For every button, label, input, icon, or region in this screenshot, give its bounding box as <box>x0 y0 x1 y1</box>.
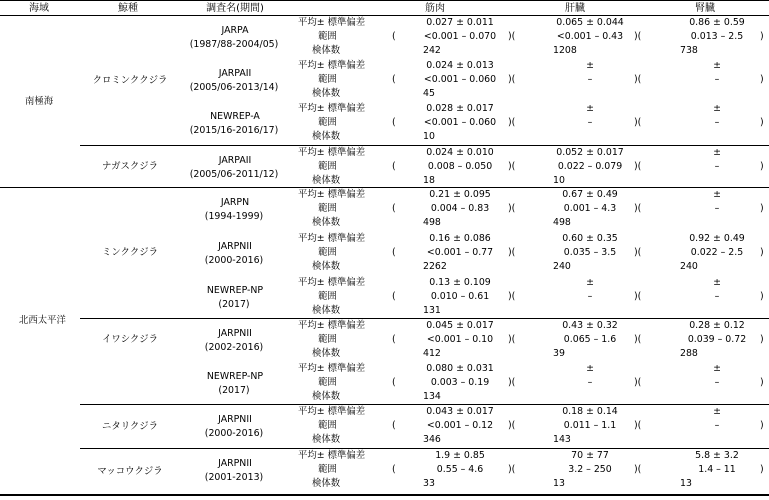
liver-range: <0.001 – 0.43 <box>556 31 624 42</box>
kidney-range: – <box>714 117 720 128</box>
muscle-range: <0.001 – 0.060 <box>423 74 497 85</box>
survey-period: (2001-2013) <box>204 472 264 483</box>
liver-n: 1208 <box>553 45 577 56</box>
kidney-range: 0.022 – 2.5 <box>690 247 744 258</box>
bracket-mid: )( <box>508 291 516 302</box>
bracket-mid: )( <box>634 291 642 302</box>
row-divider <box>80 448 769 449</box>
region-antarctic: 南極海 <box>25 96 54 107</box>
liver-mean-sd: ± <box>586 277 594 288</box>
header-kidney: 腎臓 <box>695 3 715 14</box>
label-mean-sd: 平均± 標準偏差 <box>298 363 366 374</box>
species-name: ナガスクジラ <box>101 161 159 172</box>
muscle-n: 412 <box>423 348 441 359</box>
survey-period: (2017) <box>218 385 250 396</box>
kidney-mean-sd: ± <box>713 103 721 114</box>
kidney-range: 0.039 – 0.72 <box>687 334 747 345</box>
species-name: イワシクジラ <box>101 334 159 345</box>
label-mean-sd: 平均± 標準偏差 <box>298 17 366 28</box>
bracket-mid: )( <box>634 161 642 172</box>
label-n: 検体数 <box>312 478 341 489</box>
survey-period: (2005/06-2011/12) <box>189 169 279 180</box>
label-n: 検体数 <box>312 261 341 272</box>
species-name: マッコウクジラ <box>97 466 163 477</box>
muscle-n: 10 <box>423 131 435 142</box>
bracket-close: ) <box>760 117 764 128</box>
bracket-mid: )( <box>634 31 642 42</box>
label-range: 範囲 <box>318 161 337 172</box>
label-range: 範囲 <box>318 117 337 128</box>
kidney-mean-sd: 0.28 ± 0.12 <box>689 320 745 331</box>
survey-name: JARPAII <box>218 68 252 79</box>
survey-name: JARPNII <box>218 241 252 252</box>
muscle-n: 45 <box>423 88 435 99</box>
bracket-mid: )( <box>508 203 516 214</box>
bracket-open: ( <box>392 203 396 214</box>
label-n: 検体数 <box>312 434 341 445</box>
kidney-n: 13 <box>680 478 692 489</box>
survey-period: (1994-1999) <box>204 211 264 222</box>
muscle-n: 498 <box>423 217 441 228</box>
liver-mean-sd: ± <box>586 60 594 71</box>
liver-mean-sd: 0.065 ± 0.044 <box>556 17 624 28</box>
label-range: 範囲 <box>318 74 337 85</box>
bracket-mid: )( <box>634 420 642 431</box>
bracket-close: ) <box>760 31 764 42</box>
liver-range: 0.035 – 3.5 <box>563 247 617 258</box>
header-divider <box>0 15 769 16</box>
kidney-n: 288 <box>680 348 698 359</box>
row-divider <box>80 404 769 405</box>
liver-mean-sd: ± <box>586 363 594 374</box>
liver-range: 0.065 – 1.6 <box>563 334 617 345</box>
bracket-open: ( <box>392 31 396 42</box>
kidney-mean-sd: ± <box>713 363 721 374</box>
liver-n: 143 <box>553 434 571 445</box>
bracket-close: ) <box>760 464 764 475</box>
muscle-mean-sd: 0.024 ± 0.010 <box>426 147 494 158</box>
muscle-range: <0.001 – 0.060 <box>423 117 497 128</box>
bracket-open: ( <box>392 117 396 128</box>
header-muscle: 筋肉 <box>425 3 445 14</box>
survey-period: (2002-2016) <box>204 342 264 353</box>
bracket-close: ) <box>760 334 764 345</box>
liver-range: – <box>587 74 593 85</box>
kidney-range: – <box>714 74 720 85</box>
bracket-close: ) <box>760 74 764 85</box>
kidney-range: 0.013 – 2.5 <box>690 31 744 42</box>
survey-name: NEWREP-NP <box>206 371 264 382</box>
region-northwest-pacific: 北西太平洋 <box>19 315 66 326</box>
label-range: 範囲 <box>318 377 337 388</box>
label-range: 範囲 <box>318 31 337 42</box>
label-n: 検体数 <box>312 217 341 228</box>
kidney-range: – <box>714 161 720 172</box>
muscle-mean-sd: 0.080 ± 0.031 <box>426 363 494 374</box>
bracket-close: ) <box>760 291 764 302</box>
muscle-mean-sd: 1.9 ± 0.85 <box>435 450 485 461</box>
header-survey: 調査名(期間) <box>206 3 264 14</box>
kidney-mean-sd: ± <box>713 277 721 288</box>
liver-mean-sd: ± <box>586 103 594 114</box>
label-mean-sd: 平均± 標準偏差 <box>298 189 366 200</box>
label-range: 範囲 <box>318 203 337 214</box>
species-name: ニタリクジラ <box>101 421 159 432</box>
label-mean-sd: 平均± 標準偏差 <box>298 233 366 244</box>
bracket-mid: )( <box>634 203 642 214</box>
bracket-mid: )( <box>634 464 642 475</box>
muscle-n: 131 <box>423 305 441 316</box>
bracket-mid: )( <box>634 334 642 345</box>
liver-n: 498 <box>553 217 571 228</box>
liver-range: – <box>587 291 593 302</box>
liver-n: 39 <box>553 348 565 359</box>
bracket-close: ) <box>760 420 764 431</box>
top-border <box>0 0 769 1</box>
kidney-range: 1.4 – 11 <box>698 464 736 475</box>
muscle-range: <0.001 – 0.070 <box>423 31 497 42</box>
bottom-border <box>0 494 769 496</box>
bracket-close: ) <box>760 377 764 388</box>
label-range: 範囲 <box>318 464 337 475</box>
bracket-mid: )( <box>508 161 516 172</box>
bracket-mid: )( <box>508 247 516 258</box>
bracket-mid: )( <box>508 377 516 388</box>
bracket-open: ( <box>392 247 396 258</box>
kidney-mean-sd: 5.8 ± 3.2 <box>695 450 739 461</box>
kidney-n: 738 <box>680 45 698 56</box>
label-n: 検体数 <box>312 348 341 359</box>
muscle-range: 0.008 – 0.050 <box>427 161 493 172</box>
kidney-range: – <box>714 377 720 388</box>
liver-range: 0.001 – 4.3 <box>563 203 617 214</box>
bracket-open: ( <box>392 161 396 172</box>
muscle-mean-sd: 0.024 ± 0.013 <box>426 60 494 71</box>
survey-period: (1987/88-2004/05) <box>189 39 279 50</box>
muscle-mean-sd: 0.028 ± 0.017 <box>426 103 494 114</box>
kidney-mean-sd: 0.92 ± 0.49 <box>689 233 745 244</box>
bracket-close: ) <box>760 203 764 214</box>
survey-name: NEWREP-A <box>210 111 260 122</box>
species-name: クロミンククジラ <box>92 75 168 86</box>
liver-range: – <box>587 117 593 128</box>
label-n: 検体数 <box>312 391 341 402</box>
survey-name: JARPNII <box>218 414 252 425</box>
bracket-close: ) <box>760 247 764 258</box>
bracket-open: ( <box>392 377 396 388</box>
liver-n: 240 <box>553 261 571 272</box>
survey-period: (2017) <box>218 299 250 310</box>
muscle-mean-sd: 0.027 ± 0.011 <box>426 17 494 28</box>
muscle-range: 0.004 – 0.83 <box>430 203 490 214</box>
survey-name: JARPAII <box>218 155 252 166</box>
muscle-n: 346 <box>423 434 441 445</box>
bracket-mid: )( <box>508 464 516 475</box>
kidney-mean-sd: ± <box>713 406 721 417</box>
label-mean-sd: 平均± 標準偏差 <box>298 60 366 71</box>
liver-mean-sd: 70 ± 77 <box>571 450 609 461</box>
bracket-mid: )( <box>508 420 516 431</box>
survey-period: (2015/16-2016/17) <box>189 125 279 136</box>
bracket-mid: )( <box>508 31 516 42</box>
muscle-range: 0.55 – 4.6 <box>436 464 484 475</box>
label-n: 検体数 <box>312 305 341 316</box>
liver-range: – <box>587 377 593 388</box>
kidney-range: – <box>714 420 720 431</box>
muscle-n: 242 <box>423 45 441 56</box>
label-n: 検体数 <box>312 88 341 99</box>
survey-name: JARPN <box>220 197 250 208</box>
row-divider <box>80 318 769 319</box>
survey-name: NEWREP-NP <box>206 285 264 296</box>
kidney-mean-sd: ± <box>713 147 721 158</box>
header-sea: 海域 <box>29 3 49 14</box>
bracket-mid: )( <box>634 247 642 258</box>
muscle-range: 0.003 – 0.19 <box>430 377 490 388</box>
kidney-mean-sd: ± <box>713 60 721 71</box>
kidney-n: 240 <box>680 261 698 272</box>
liver-mean-sd: 0.60 ± 0.35 <box>562 233 618 244</box>
label-range: 範囲 <box>318 334 337 345</box>
liver-range: 0.022 – 0.079 <box>557 161 623 172</box>
bracket-mid: )( <box>508 117 516 128</box>
muscle-range: 0.010 – 0.61 <box>430 291 490 302</box>
muscle-mean-sd: 0.043 ± 0.017 <box>426 406 494 417</box>
kidney-mean-sd: 0.86 ± 0.59 <box>689 17 745 28</box>
survey-period: (2000-2016) <box>204 255 264 266</box>
label-range: 範囲 <box>318 420 337 431</box>
survey-name: JARPNII <box>218 458 252 469</box>
bracket-mid: )( <box>634 74 642 85</box>
label-mean-sd: 平均± 標準偏差 <box>298 320 366 331</box>
label-range: 範囲 <box>318 247 337 258</box>
liver-mean-sd: 0.43 ± 0.32 <box>562 320 618 331</box>
kidney-mean-sd: ± <box>713 189 721 200</box>
label-n: 検体数 <box>312 131 341 142</box>
bracket-mid: )( <box>634 117 642 128</box>
label-mean-sd: 平均± 標準偏差 <box>298 406 366 417</box>
bracket-open: ( <box>392 464 396 475</box>
label-mean-sd: 平均± 標準偏差 <box>298 450 366 461</box>
liver-range: 3.2 – 250 <box>568 464 612 475</box>
species-name: ミンククジラ <box>101 247 159 258</box>
label-mean-sd: 平均± 標準偏差 <box>298 147 366 158</box>
header-species: 鯨種 <box>118 3 138 14</box>
muscle-mean-sd: 0.16 ± 0.086 <box>429 233 491 244</box>
muscle-range: <0.001 – 0.12 <box>426 420 494 431</box>
muscle-mean-sd: 0.21 ± 0.095 <box>429 189 491 200</box>
muscle-mean-sd: 0.13 ± 0.109 <box>429 277 491 288</box>
bracket-close: ) <box>760 161 764 172</box>
header-liver: 肝臓 <box>565 3 585 14</box>
label-n: 検体数 <box>312 45 341 56</box>
label-mean-sd: 平均± 標準偏差 <box>298 277 366 288</box>
bracket-open: ( <box>392 74 396 85</box>
liver-mean-sd: 0.052 ± 0.017 <box>556 147 624 158</box>
liver-mean-sd: 0.18 ± 0.14 <box>562 406 618 417</box>
survey-period: (2005/06-2013/14) <box>189 82 279 93</box>
survey-period: (2000-2016) <box>204 428 264 439</box>
muscle-n: 134 <box>423 391 441 402</box>
liver-n: 10 <box>553 175 565 186</box>
liver-mean-sd: 0.67 ± 0.49 <box>562 189 618 200</box>
survey-name: JARPNII <box>218 328 252 339</box>
muscle-n: 18 <box>423 175 435 186</box>
kidney-range: – <box>714 203 720 214</box>
bracket-open: ( <box>392 420 396 431</box>
muscle-range: <0.001 – 0.77 <box>426 247 494 258</box>
survey-name: JARPA <box>221 25 249 36</box>
bracket-mid: )( <box>508 74 516 85</box>
label-n: 検体数 <box>312 175 341 186</box>
muscle-mean-sd: 0.045 ± 0.017 <box>426 320 494 331</box>
label-mean-sd: 平均± 標準偏差 <box>298 103 366 114</box>
label-range: 範囲 <box>318 291 337 302</box>
row-divider <box>80 145 769 146</box>
bracket-mid: )( <box>508 334 516 345</box>
bracket-open: ( <box>392 334 396 345</box>
bracket-open: ( <box>392 291 396 302</box>
liver-n: 13 <box>553 478 565 489</box>
muscle-n: 33 <box>423 478 435 489</box>
muscle-n: 2262 <box>423 261 447 272</box>
liver-range: 0.011 – 1.1 <box>563 420 617 431</box>
kidney-range: – <box>714 291 720 302</box>
bracket-mid: )( <box>634 377 642 388</box>
region-divider <box>0 187 769 188</box>
muscle-range: <0.001 – 0.10 <box>426 334 494 345</box>
